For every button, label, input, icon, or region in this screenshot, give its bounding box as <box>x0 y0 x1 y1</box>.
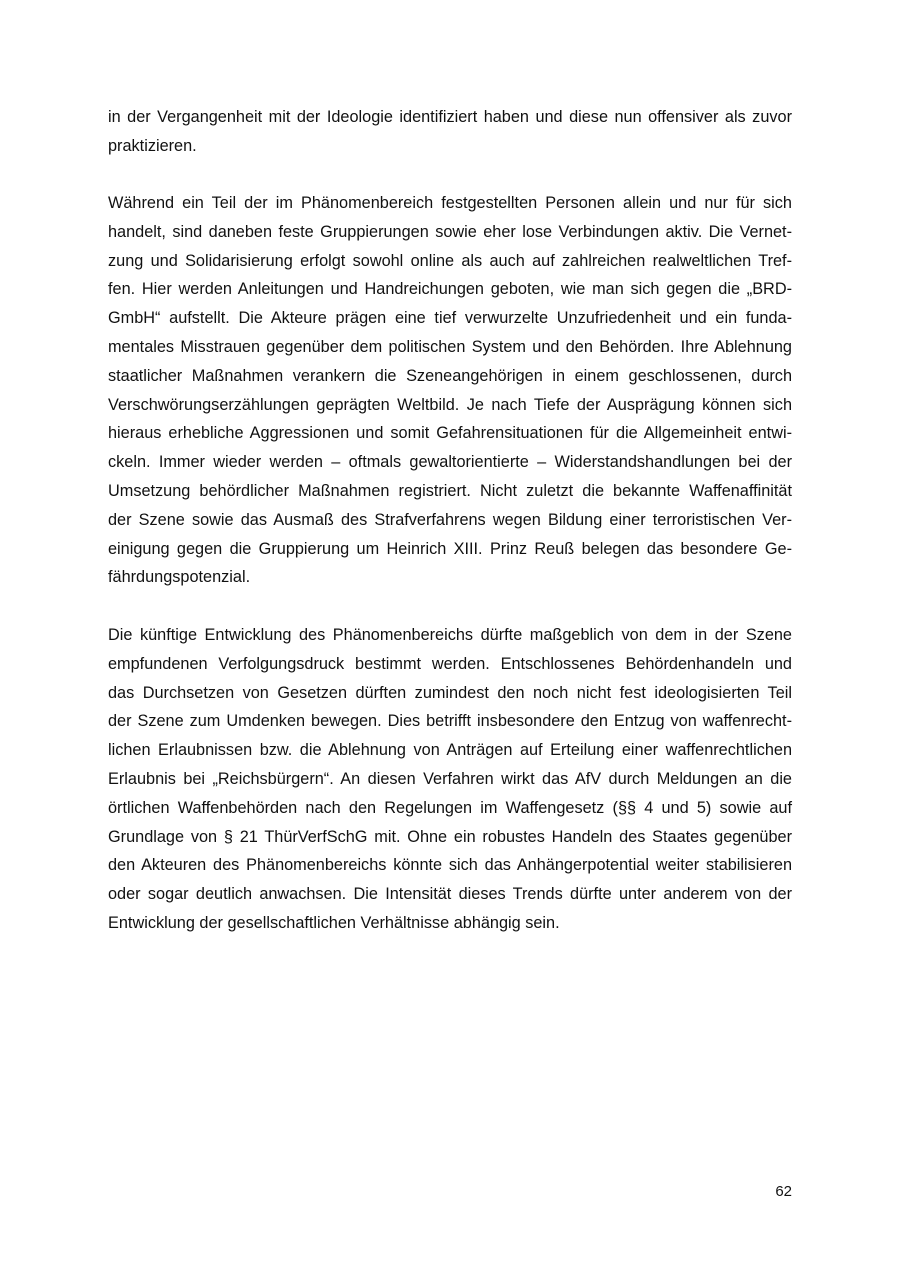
text-line: praktizieren. <box>108 136 197 155</box>
text-line: oder sogar deutlich anwachsen. Die Intensität dieses Trends dürfte unter anderem von der <box>108 885 792 904</box>
paragraph-groups-and-networks <box>108 189 792 592</box>
text-line: zung und Solidarisierung erfolgt sowohl online als auch auf zahlreichen realweltlichen Tref- <box>108 251 792 270</box>
text-line: Während ein Teil der im Phänomenbereich festgestellten Personen allein und nur für sich <box>108 194 792 212</box>
text-line: einigung gegen die Gruppierung um Heinrich XIII. Prinz Reuß belegen das besondere Ge- <box>108 539 792 558</box>
text-line: hieraus erhebliche Aggressionen und somit Gefahrensituationen für die Allgemeinheit entwi- <box>108 424 792 443</box>
paragraph-continuation <box>108 103 792 161</box>
text-line: fen. Hier werden Anleitungen und Handreichungen geboten, wie man sich gegen die „BRD- <box>108 280 792 299</box>
text-line: staatlicher Maßnahmen verankern die Szeneangehörigen in einem geschlossenen, durch <box>108 366 792 385</box>
text-line: örtlichen Waffenbehörden nach den Regelungen im Waffengesetz (§§ 4 und 5) sowie auf <box>108 798 792 817</box>
text-line: ckeln. Immer wieder werden – oftmals gewaltorientierte – Widerstandshandlungen bei der <box>108 453 792 472</box>
text-line: Grundlage von § 21 ThürVerfSchG mit. Ohne ein robustes Handeln des Staates gegenüber <box>108 827 792 846</box>
text-line: fährdungspotenzial. <box>108 568 251 587</box>
text-line: Die künftige Entwicklung des Phänomenbereichs dürfte maßgeblich von dem in der Szene <box>108 626 792 644</box>
text-line: der Szene zum Umdenken bewegen. Dies betrifft insbesondere den Entzug von waffenrecht- <box>108 712 792 731</box>
paragraph-future-development <box>108 621 792 938</box>
text-line: Verschwörungserzählungen geprägten Weltbild. Je nach Tiefe der Ausprägung können sich <box>108 395 792 414</box>
page-number: 62 <box>775 1183 792 1200</box>
text-line: der Szene sowie das Ausmaß des Strafverfahrens wegen Bildung einer terroristischen Ver- <box>108 510 792 529</box>
text-line: das Durchsetzen von Gesetzen dürften zumindest den noch nicht fest ideologisierten Teil <box>108 683 792 702</box>
text-line: Entwicklung der gesellschaftlichen Verhältnisse abhängig sein. <box>108 913 560 932</box>
text-line: empfundenen Verfolgungsdruck bestimmt werden. Entschlossenes Behördenhandeln und <box>108 654 792 673</box>
text-line: Erlaubnis bei „Reichsbürgern“. An diesen Verfahren wirkt das AfV durch Meldungen an die <box>108 769 792 788</box>
text-line: handelt, sind daneben feste Gruppierungen sowie eher lose Verbindungen aktiv. Die Vernet- <box>108 222 792 241</box>
text-line: mentales Misstrauen gegenüber dem politischen System und den Behörden. Ihre Ablehnung <box>108 337 792 356</box>
text-line: lichen Erlaubnissen bzw. die Ablehnung von Anträgen auf Erteilung einer waffenrechtlichen <box>108 741 792 760</box>
text-line: den Akteuren des Phänomenbereichs könnte sich das Anhängerpotential weiter stabilisieren <box>108 856 792 875</box>
text-line: in der Vergangenheit mit der Ideologie identifiziert haben und diese nun offensiver als zuvor <box>108 108 792 126</box>
text-line: GmbH“ aufstellt. Die Akteure prägen eine tief verwurzelte Unzufriedenheit und ein funda- <box>108 309 792 328</box>
text-line: Umsetzung behördlicher Maßnahmen registriert. Nicht zuletzt die bekannte Waffenaffinität <box>108 481 792 500</box>
